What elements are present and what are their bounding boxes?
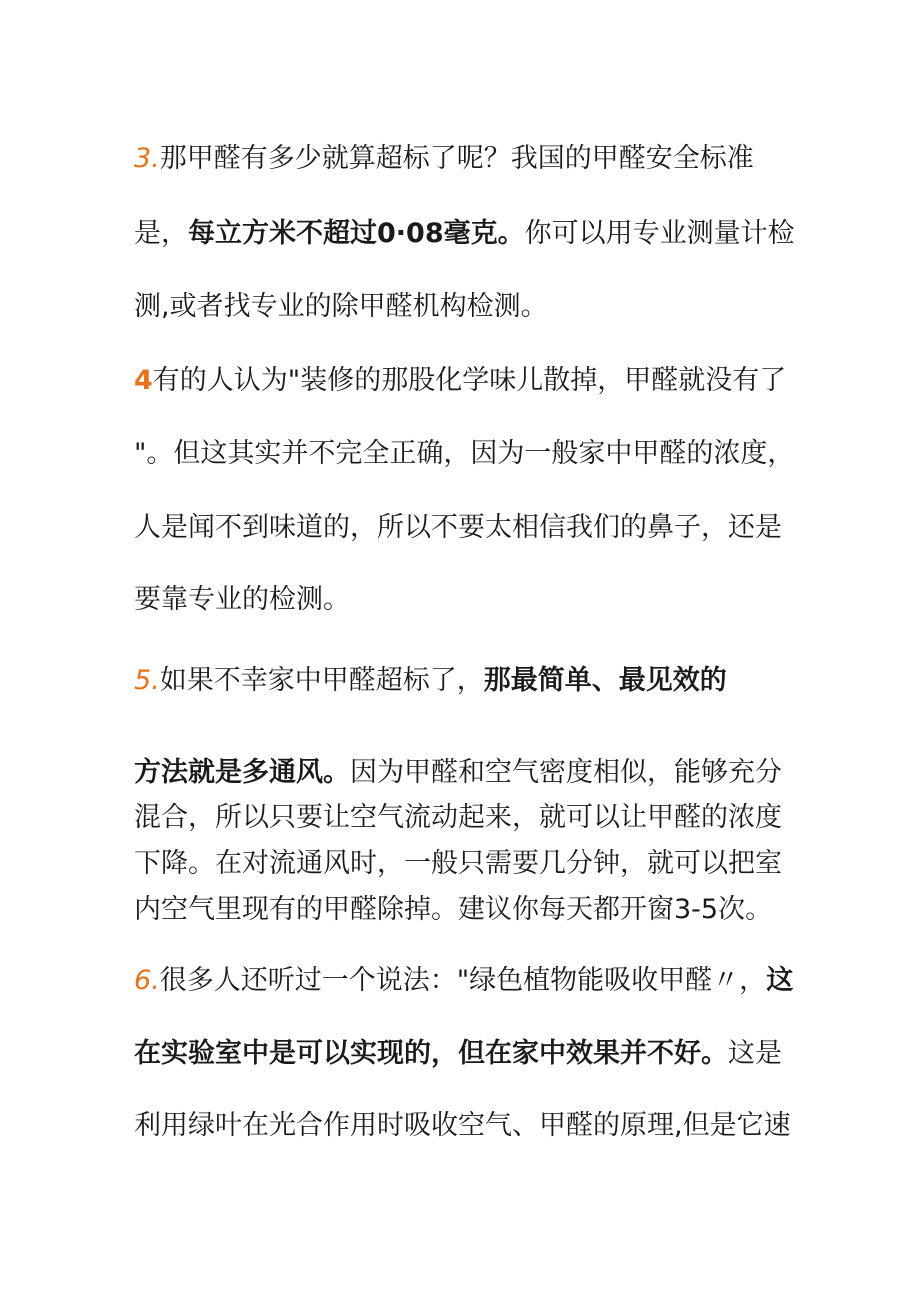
item4-text3: 人是闻不到味道的，所以不要太相信我们的鼻子，还是 — [134, 512, 782, 543]
item3-text2c: 你可以用专业测量计检 — [524, 218, 795, 249]
item4-line3 — [134, 510, 782, 546]
item4-line1 — [134, 363, 786, 399]
item5-text5: 内空气里现有的甲醛除掉。建议你每天都开窗3-5次。 — [134, 894, 773, 925]
item3-line2 — [134, 216, 795, 252]
item4-text1: 有的人认为"装修的那股化学味儿散掉，甲醛就没有了 — [152, 365, 787, 396]
item3-line3 — [134, 289, 548, 325]
item5-line3 — [134, 800, 782, 836]
item5-text2a: 方法就是多通风。 — [134, 757, 350, 788]
item4-text2: "。但这其实并不完全正确，因为一般家中甲醛的浓度， — [134, 438, 795, 469]
item6-line1 — [134, 963, 793, 999]
item5-text3: 混合，所以只要让空气流动起来，就可以让甲醛的浓度 — [134, 802, 782, 833]
item6-text2b: 这是 — [728, 1038, 782, 1069]
item6-text3: 利用绿叶在光合作用时吸收空气、甲醛的原理,但是它速 — [134, 1110, 791, 1141]
item5-text1b: 那最简单、最见效的 — [483, 665, 727, 696]
item4-line4 — [134, 582, 350, 618]
item5-text2b: 因为甲醛和空气密度相似，能够充分 — [350, 757, 782, 788]
item6-text1a: 很多人还听过一个说法："绿色植物能吸收甲醛〃， — [159, 965, 767, 996]
item6-text2a: 在实验室中是可以实现的，但在家中效果并不好。 — [134, 1038, 728, 1069]
item5-line5 — [134, 892, 772, 928]
item5-line1 — [134, 663, 727, 699]
item6-line2 — [134, 1036, 782, 1072]
item5-text1a: 如果不幸家中甲醛超标了， — [159, 665, 484, 696]
item6-text1b: 这 — [766, 965, 794, 996]
item3-text3: 测,或者找专业的除甲醛机构检测。 — [134, 291, 548, 322]
item6-number: 6. — [134, 965, 160, 996]
item3-text2b: 每立方米不超过0·08毫克。 — [188, 218, 525, 249]
item3-line1 — [134, 141, 754, 177]
item3-number: 3. — [134, 143, 160, 174]
item3-text2a: 是， — [134, 218, 188, 249]
item5-line2 — [134, 755, 782, 791]
item4-line2 — [134, 436, 794, 472]
item5-number: 5. — [134, 665, 160, 696]
item5-line4 — [134, 846, 782, 882]
item4-text4: 要靠专业的检测。 — [134, 584, 350, 615]
item6-line3 — [134, 1108, 791, 1144]
item5-text4: 下降。在对流通风时，一般只需要几分钟，就可以把室 — [134, 848, 782, 879]
item3-text1: 那甲醛有多少就算超标了呢？我国的甲醛安全标准 — [159, 143, 754, 174]
item4-number: 4 — [134, 365, 153, 396]
